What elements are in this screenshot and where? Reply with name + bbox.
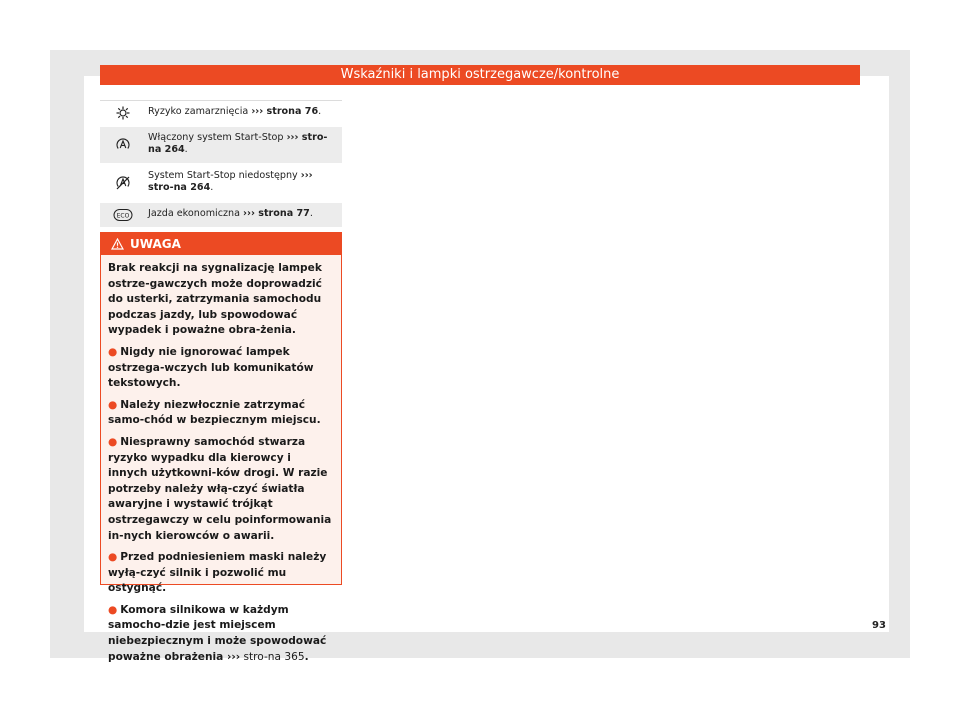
start-stop-unavailable-icon (100, 165, 146, 201)
row-text: Ryzyko zamarznięcia ››› strona 76. (148, 106, 322, 117)
warning-bullet: ● Należy niezwłocznie zatrzymać samo-chód w bezpiecznym miejscu. (108, 398, 321, 427)
row-text: System Start-Stop niedostępny ››› stro-na 264. (148, 170, 313, 193)
eco-driving-icon (100, 203, 146, 227)
row-text: Jazda ekonomiczna ››› strona 77. (148, 208, 313, 219)
table-row (100, 125, 342, 163)
warning-bullet: ● Komora silnikowa w każdym samocho-dzie jest miejscem niebezpiecznym i może spowodować poważne obrażenia ››› stro-na 365. (108, 603, 327, 663)
table-row (100, 201, 342, 227)
warning-bullet: ● Niesprawny samochód stwarza ryzyko wypadku dla kierowcy i innych użytkowni-ków drogi. W razie potrzeby należy włą-czyć światła awaryjne i wystawić trójkąt ostrzegawczy w celu poinformowania in-nych kierowców o awarii. (108, 435, 332, 542)
warning-bullet: ● Przed podniesieniem maski należy wyłą-czyć silnik i pozwolić mu ostygnąć. (108, 551, 327, 595)
start-stop-active-icon (100, 127, 146, 163)
indicator-table (100, 100, 342, 227)
section-header: Wskaźniki i lampki ostrzegawcze/kontrolne (100, 65, 860, 85)
table-row (100, 100, 342, 125)
bullet-icon: ● (108, 603, 118, 616)
warning-bullet: ● Nigdy nie ignorować lampek ostrzega-wczych lub komunikatów tekstowych. (108, 345, 314, 390)
bullet-icon: ● (108, 398, 118, 411)
table-row (100, 163, 342, 201)
bullet-icon: ● (108, 345, 118, 358)
bullet-icon: ● (108, 435, 118, 448)
page-number: 93 (872, 620, 886, 631)
warning-header (101, 233, 341, 255)
bullet-icon: ● (108, 551, 118, 564)
warning-title: UWAGA (130, 237, 181, 251)
row-text: Włączony system Start-Stop ››› stro-na 264. (148, 132, 328, 155)
warning-intro: Brak reakcji na sygnalizację lampek ostrze-gawczych może doprowadzić do usterki, zatrzymania samochodu podczas jazdy, lub spowodować wypadek i poważne obra-żenia. (108, 262, 322, 337)
warning-triangle-icon (111, 238, 124, 250)
warning-body (101, 255, 341, 665)
svg-text:ECO: ECO (116, 212, 130, 220)
warning-box (100, 232, 342, 663)
frost-warning-icon (100, 101, 146, 125)
